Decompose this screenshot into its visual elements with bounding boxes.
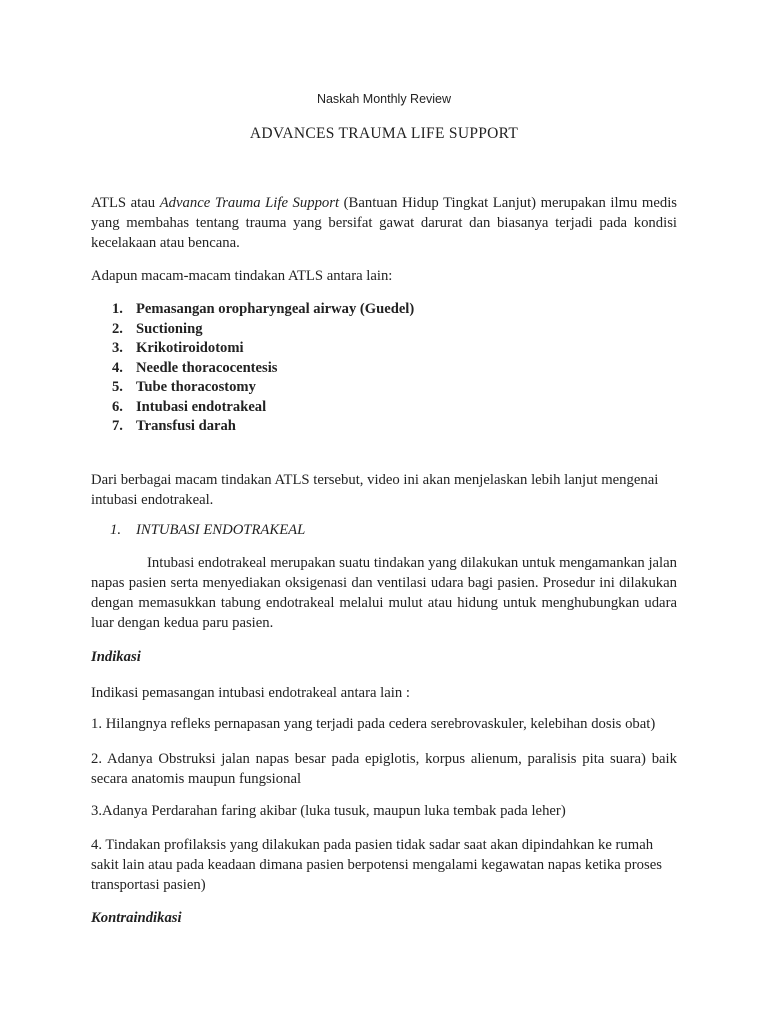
section-heading	[110, 522, 305, 539]
document-title: ADVANCES TRAUMA LIFE SUPPORT	[249, 125, 519, 142]
section-number: 1.	[110, 522, 122, 538]
indikasi-heading: Indikasi	[91, 649, 141, 665]
indikasi-intro: Indikasi pemasangan intubasi endotrakeal antara lain :	[91, 685, 410, 701]
list-item	[112, 300, 612, 320]
indikasi-item: 3.Adanya Perdarahan faring akibar (luka tusuk, maupun luka tembak pada leher)	[91, 803, 566, 819]
list-item	[112, 320, 612, 340]
list-item-text: Krikotiroidotomi	[136, 340, 244, 356]
list-intro-paragraph: Adapun macam-macam tindakan ATLS antara lain:	[91, 268, 393, 284]
section-title: INTUBASI ENDOTRAKEAL	[136, 522, 306, 538]
list-item-text: Pemasangan oropharyngeal airway (Guedel)	[136, 301, 415, 317]
intro-text-rest: (Bantuan Hidup Tingkat Lanjut) merupakan ilmu medis yang membahas tentang trauma yang bersifat gawat darurat dan biasanya terjadi pada kondisi kecelakaan atau bencana.	[91, 195, 678, 251]
list-item-number: 6.	[112, 398, 123, 415]
list-item	[112, 378, 612, 398]
list-item-number: 1.	[112, 301, 123, 317]
intro-text-start: ATLS atau	[91, 195, 156, 211]
list-item-text: Transfusi darah	[136, 418, 236, 434]
transition-paragraph: Dari berbagai macam tindakan ATLS tersebut, video ini akan menjelaskan lebih lanjut mengenai intubasi endotrakeal.	[91, 472, 659, 508]
intro-italic-term: Advance Trauma Life Support	[159, 195, 340, 211]
list-item-number: 2.	[112, 320, 123, 337]
intro-paragraph	[91, 193, 677, 253]
kontraindikasi-heading: Kontraindikasi	[91, 910, 182, 926]
definition-paragraph	[91, 553, 677, 633]
list-item-text: Tube thoracostomy	[136, 379, 256, 395]
document-subheader: Naskah Monthly Review	[316, 92, 452, 106]
procedure-list	[112, 300, 612, 437]
list-item-number: 3.	[112, 340, 123, 356]
list-item	[112, 359, 612, 379]
list-item-text: Needle thoracocentesis	[136, 359, 278, 376]
list-item-text: Intubasi endotrakeal	[136, 398, 267, 415]
list-item-text: Suctioning	[136, 320, 203, 337]
indikasi-item: 4. Tindakan profilaksis yang dilakukan pada pasien tidak sadar saat akan dipindahkan ke rumah sakit lain atau pada keadaan dimana pasien berpotensi mengalami kegawatan napas ketika proses transportasi pasien)	[91, 837, 662, 893]
indikasi-item: 2. Adanya Obstruksi jalan napas besar pada epiglotis, korpus alienum, paralisis pita suara) baik secara anatomis maupun fungsional	[91, 751, 677, 787]
definition-text: Intubasi endotrakeal merupakan suatu tindakan yang dilakukan untuk mengamankan jalan napas pasien serta menyediakan oksigenasi dan ventilasi udara bagi pasien. Prosedur ini dilakukan dengan memasukkan tabung endotrakeal melalui mulut atau hidung untuk menghubungkan udara luar dengan kedua paru pasien.	[91, 555, 677, 631]
list-item	[112, 398, 612, 418]
list-item	[112, 417, 612, 437]
list-item	[112, 339, 612, 359]
list-item-number: 7.	[112, 418, 123, 434]
list-item-number: 4.	[112, 359, 123, 376]
indikasi-item: 1. Hilangnya refleks pernapasan yang terjadi pada cedera serebrovaskuler, kelebihan dosis obat)	[91, 716, 656, 732]
list-item-number: 5.	[112, 379, 123, 395]
